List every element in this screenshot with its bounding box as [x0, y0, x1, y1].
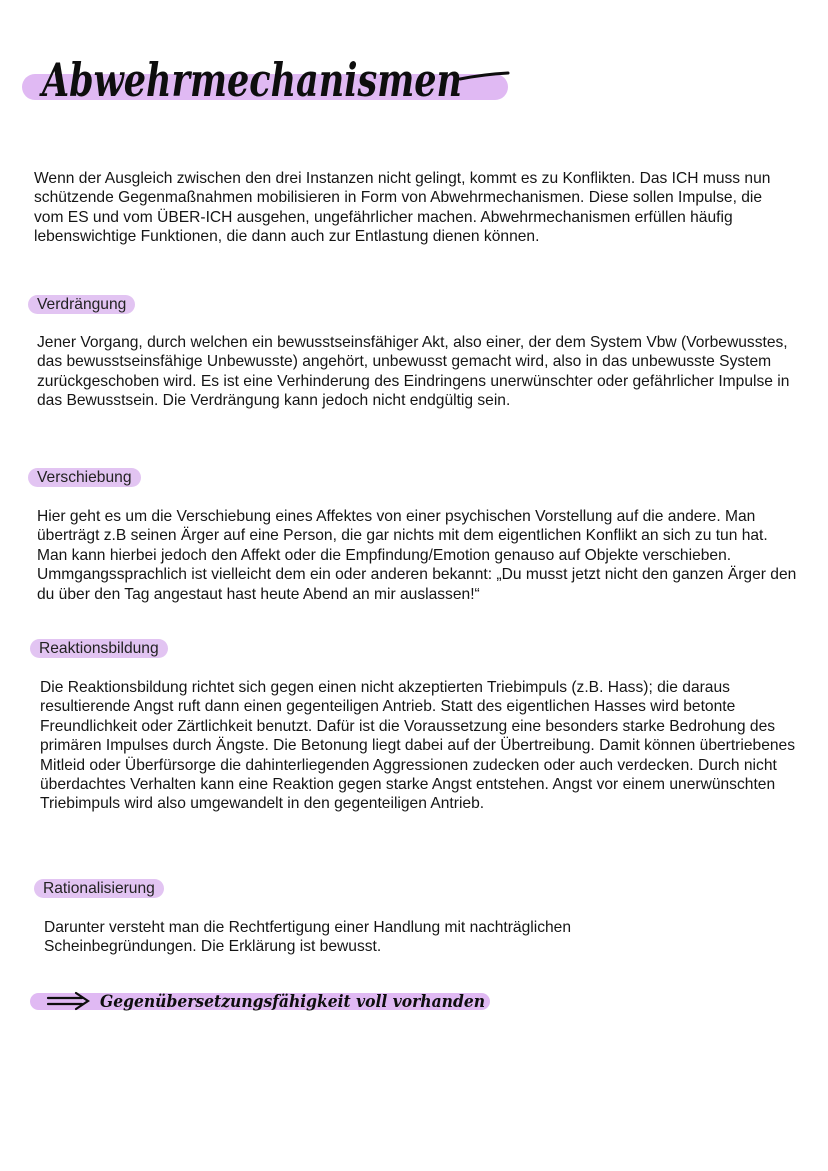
section-heading-verschiebung: Verschiebung: [28, 468, 141, 487]
page-title: [20, 52, 520, 112]
arrow-right-icon: [48, 993, 88, 1009]
section-text-reaktionsbildung: Die Reaktionsbildung richtet sich gegen einen nicht akzeptierten Triebimpuls (z.B. Hass); die daraus resultierende Angst ruft dann einen gegenteiligen Antrieb. Statt des eigentlichen Hasses wird betonte Freundlichkeit oder Zärtlichkeit benutzt. Dafür ist die Voraussetzung eine besonders starke Bedrohung des primären Impulses durch Ängste. Die Betonung liegt dabei auf der Übertreibung. Damit können übertriebenes Mitleid oder Überfürsorge die dahinterliegenden Aggressionen zudecken oder auch verdecken. Durch nicht überdachtes Verhalten kann eine Reaktion gegen starke Angst entstehen. Angst vor einem unerwünschten Triebimpuls wird also umgewandelt in den gegenteiligen Antrieb.: [40, 679, 796, 813]
footer-note-text: Gegenübersetzungsfähigkeit voll vorhanden: [100, 992, 485, 1012]
section-heading-rationalisierung: Rationalisierung: [34, 879, 164, 898]
footer-handwriting: [30, 984, 500, 1024]
section-text-verdraengung: Jener Vorgang, durch welchen ein bewusstseinsfähiger Akt, also einer, der dem System Vbw (Vorbewusstes, das bewusstseinsfähige Unbewusste) angehört, unbewusst gemacht wird, also in das unbewusste System zurückgeschoben wird. Es ist eine Verhinderung des Eindringens unerwünschter oder gefährlicher Impulse in das Bewusstsein. Die Verdrängung kann jedoch nicht endgültig sein.: [37, 334, 790, 410]
intro-paragraph: Wenn der Ausgleich zwischen den drei Instanzen nicht gelingt, kommt es zu Konflikten. Das ICH muss nun schützende Gegenmaßnahmen mobilisieren in Form von Abwehrmechanismen. Diese sollen Impulse, die vom ES und vom ÜBER-ICH ausgehen, ungefährlicher machen. Abwehrmechanismen erfüllen häufig lebenswichtige Funktionen, die dann auch zur Entlastung dienen können.: [34, 170, 771, 246]
footer-note: [30, 984, 500, 1024]
section-heading-verdraengung: Verdrängung: [28, 295, 135, 314]
title-handwriting: [20, 52, 520, 112]
section-text-rationalisierung: Darunter versteht man die Rechtfertigung einer Handlung mit nachträglichen Scheinbegründungen. Die Erklärung ist bewusst.: [44, 919, 572, 956]
section-text-verschiebung: Hier geht es um die Verschiebung eines Affektes von einer psychischen Vorstellung auf die andere. Man überträgt z.B seinen Ärger auf eine Person, die gar nichts mit dem eigentlichen Konflikt an sich zu tun hat. Man kann hierbei jedoch den Affekt oder die Empfindung/Emotion genauso auf Objekte verschieben. Ummgangssprachlich ist vielleicht dem ein oder anderen bekannt: „Du musst jetzt nicht den ganzen Ärger den du über den Tag angestaut hast heute Abend an mir auslassen!“: [37, 508, 797, 603]
title-text: Abwehrmechanismen: [38, 53, 462, 107]
section-heading-reaktionsbildung: Reaktionsbildung: [30, 639, 168, 658]
